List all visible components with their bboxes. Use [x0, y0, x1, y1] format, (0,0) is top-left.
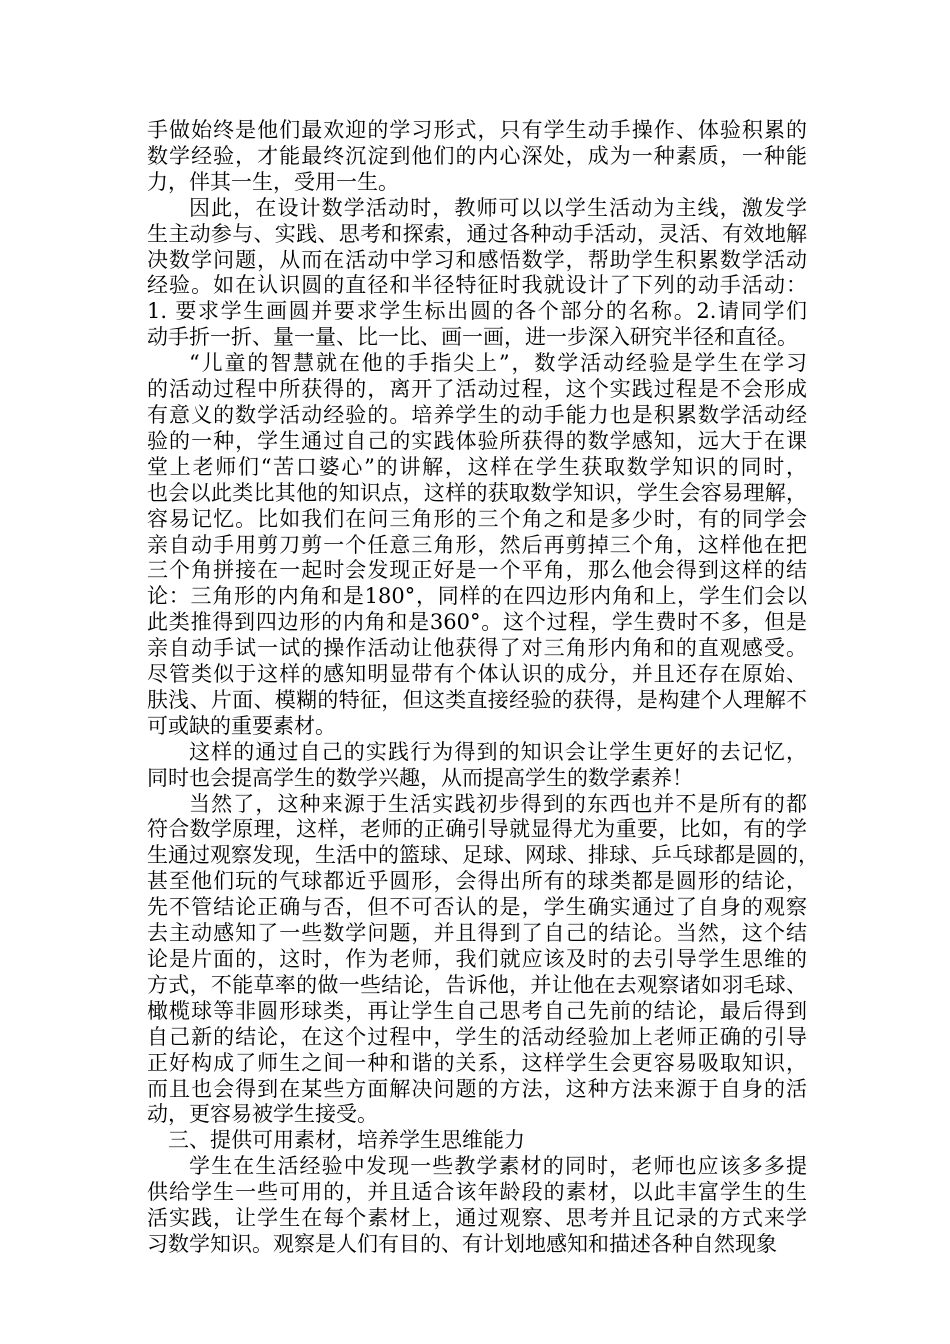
text-line: 动，更容易被学生接受。	[147, 1102, 378, 1127]
body-paragraph	[147, 196, 807, 351]
text-line: 因此，在设计数学活动时，教师可以以学生活动为主线，激发学	[189, 195, 807, 220]
text-line: 去主动感知了一些数学问题，并且得到了自己的结论。当然，这个结	[147, 921, 807, 946]
text-line: 习数学知识。观察是人们有目的、有计划地感知和描述各种自然现象	[147, 1231, 777, 1256]
document-page	[147, 118, 819, 1258]
text-line: 三个角拼接在一起时会发现正好是一个平角，那么他会得到这样的结	[147, 558, 807, 583]
text-line: 1. 要求学生画圆并要求学生标出圆的各个部分的名称。2.请同学们	[147, 299, 807, 324]
body-paragraph	[147, 791, 819, 1129]
text-line: 尽管类似于这样的感知明显带有个体认识的成分，并且还存在原始、	[147, 662, 807, 687]
text-line: 力，伴其一生，受用一生。	[147, 169, 399, 194]
text-line: 符合数学原理，这样，老师的正确引导就显得尤为重要，比如，有的学	[147, 817, 807, 842]
text-line: 验的一种，学生通过自己的实践体验所获得的数学感知，远大于在课	[147, 428, 807, 453]
text-line: 亲自动手用剪刀剪一个任意三角形，然后再剪掉三个角，这样他在把	[147, 532, 807, 557]
text-line: 动手折一折、量一量、比一比、画一画，进一步深入研究半径和直径。	[147, 325, 798, 350]
text-line: 可或缺的重要素材。	[147, 713, 336, 738]
text-line: 经验。如在认识圆的直径和半径特征时我就设计了下列的动手活动：	[147, 273, 807, 298]
text-line: 的活动过程中所获得的，离开了活动过程，这个实践过程是不会形成	[147, 377, 807, 402]
body-paragraph	[147, 351, 807, 740]
text-line: 论是片面的，这时，作为老师，我们就应该及时的去引导学生思维的	[147, 947, 807, 971]
text-line: 数学经验，才能最终沉淀到他们的内心深处，成为一种素质，一种能	[147, 143, 807, 168]
text-line: 正好构成了师生之间一种和谐的关系，这样学生会更容易吸取知识，	[147, 1050, 807, 1075]
text-line: 自己新的结论，在这个过程中，学生的活动经验加上老师正确的引导	[147, 1024, 807, 1049]
section-heading	[147, 1128, 807, 1154]
text-line: 同时也会提高学生的数学兴趣，从而提高学生的数学素养！	[147, 765, 693, 790]
paragraph-continuation	[147, 118, 807, 196]
text-line: 生通过观察发现，生活中的篮球、足球、网球、排球、乒乓球都是圆的，	[147, 843, 819, 868]
text-line: 有意义的数学活动经验的。培养学生的动手能力也是积累数学活动经	[147, 402, 807, 427]
text-line: 甚至他们玩的气球都近乎圆形，会得出所有的球类都是圆形的结论，	[147, 869, 807, 894]
text-line: 决数学问题，从而在活动中学习和感悟数学，帮助学生积累数学活动	[147, 247, 807, 272]
text-line: 容易记忆。比如我们在问三角形的三个角之和是多少时，有的同学会	[147, 506, 807, 531]
text-line: 橄榄球等非圆形球类，再让学生自己思考自己先前的结论，最后得到	[147, 998, 807, 1023]
text-line: 当然了，这种来源于生活实践初步得到的东西也并不是所有的都	[189, 791, 807, 816]
body-paragraph	[147, 1154, 807, 1258]
text-line: 亲自动手试一试的操作活动让他获得了对三角形内角和的直观感受。	[147, 636, 807, 661]
text-line: 论：三角形的内角和是180°，同样的在四边形内角和上，学生们会以	[147, 584, 807, 609]
text-line: 三、提供可用素材，培养学生思维能力	[168, 1128, 525, 1153]
text-line: 这样的通过自己的实践行为得到的知识会让学生更好的去记忆，	[189, 739, 807, 764]
text-line: 也会以此类比其他的知识点，这样的获取数学知识，学生会容易理解，	[147, 480, 807, 505]
text-line: 此类推得到四边形的内角和是360°。这个过程，学生费时不多，但是	[147, 610, 807, 635]
text-line: 学生在生活经验中发现一些教学素材的同时，老师也应该多多提	[189, 1154, 807, 1179]
text-line: 生主动参与、实践、思考和探索，通过各种动手活动，灵活、有效地解	[147, 221, 807, 246]
text-line: 堂上老师们“苦口婆心”的讲解，这样在学生获取数学知识的同时，	[147, 454, 807, 479]
text-line: 供给学生一些可用的，并且适合该年龄段的素材，以此丰富学生的生	[147, 1180, 807, 1205]
text-line: 手做始终是他们最欢迎的学习形式，只有学生动手操作、体验积累的	[147, 118, 807, 142]
text-line: “儿童的智慧就在他的手指尖上”，数学活动经验是学生在学习	[189, 351, 807, 376]
text-line: 方式，不能草率的做一些结论，告诉他，并让他在去观察诸如羽毛球、	[147, 972, 807, 997]
text-line: 活实践，让学生在每个素材上，通过观察、思考并且记录的方式来学	[147, 1206, 807, 1231]
text-line: 先不管结论正确与否，但不可否认的是，学生确实通过了自身的观察	[147, 895, 807, 920]
text-line: 而且也会得到在某些方面解决问题的方法，这种方法来源于自身的活	[147, 1076, 807, 1101]
text-line: 肤浅、片面、模糊的特征，但这类直接经验的获得，是构建个人理解不	[147, 687, 807, 712]
body-paragraph	[147, 740, 807, 792]
